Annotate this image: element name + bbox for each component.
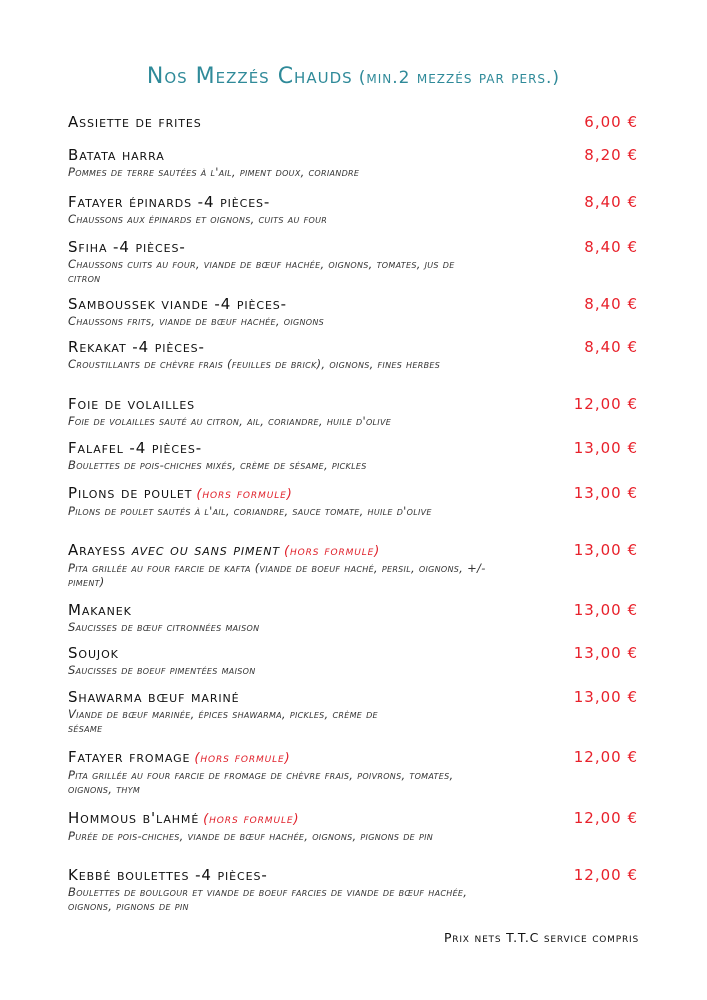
- menu-item: [68, 296, 638, 328]
- item-name: Arayess: [68, 541, 127, 559]
- item-name: Kebbé boulettes -4 pièces-: [68, 866, 268, 884]
- item-name-row: [68, 485, 638, 503]
- menu-item: [68, 485, 638, 518]
- item-price: 13,00 €: [573, 541, 638, 559]
- menu-item: [68, 867, 638, 913]
- title-main: Nos Mezzés Chauds: [146, 64, 353, 89]
- item-price: 8,40 €: [584, 238, 638, 256]
- item-price: 8,40 €: [584, 193, 638, 211]
- item-name-row: [68, 810, 638, 828]
- item-description: Pommes de terre sautées à l'ail, piment doux, coriandre: [68, 165, 360, 179]
- item-description: Chaussons aux épinards et oignons, cuits au four: [68, 212, 328, 226]
- menu-item: [68, 114, 638, 131]
- item-name: Fatayer fromage: [68, 748, 191, 766]
- item-price: 12,00 €: [573, 748, 638, 766]
- item-price: 13,00 €: [573, 644, 638, 662]
- title-subtitle: (min.2 mezzés par pers.): [358, 68, 561, 88]
- item-name: Pilons de poulet: [68, 484, 193, 502]
- item-price: 8,40 €: [584, 338, 638, 356]
- menu-item: [68, 749, 638, 796]
- item-price: 13,00 €: [573, 484, 638, 502]
- item-name: Rekakat -4 pièces-: [68, 338, 205, 356]
- item-description: Boulettes de pois-chiches mixés, crème de sésame, pickles: [68, 458, 367, 472]
- item-price: 12,00 €: [573, 866, 638, 884]
- hors-formule-tag: (hors formule): [194, 751, 291, 766]
- item-description: Saucisses de boeuf pimentées maison: [68, 663, 256, 677]
- page-title: [0, 64, 707, 89]
- menu-item: [68, 602, 638, 634]
- item-description: Foie de volailles sauté au citron, ail, coriandre, huile d'olive: [68, 414, 392, 428]
- hors-formule-tag: (hors formule): [203, 812, 300, 827]
- item-name-variant: avec ou sans piment: [131, 541, 280, 559]
- item-price: 12,00 €: [573, 395, 638, 413]
- menu-item: [68, 810, 638, 843]
- item-name: Makanek: [68, 601, 132, 619]
- item-description: Viande de bœuf marinée, épices shawarma, pickles, crème de sésame: [68, 707, 378, 735]
- item-price: 13,00 €: [573, 439, 638, 457]
- item-price: 13,00 €: [573, 688, 638, 706]
- item-description: Chaussons cuits au four, viande de bœuf hachée, oignons, tomates, jus de citron: [68, 257, 455, 285]
- item-name-row: [68, 749, 638, 767]
- item-description: Saucisses de bœuf citronnées maison: [68, 620, 260, 634]
- item-price: 6,00 €: [584, 113, 638, 131]
- item-name: Fatayer épinards -4 pièces-: [68, 193, 271, 211]
- item-name: Hommous b'lahmé: [68, 809, 200, 827]
- menu-item: [68, 194, 638, 226]
- menu-item: [68, 147, 638, 179]
- hors-formule-tag: (hors formule): [196, 487, 293, 502]
- item-price: 12,00 €: [573, 809, 638, 827]
- item-name: Batata harra: [68, 146, 165, 164]
- menu-item: [68, 645, 638, 677]
- menu-item: [68, 239, 638, 285]
- item-name: Shawarma bœuf mariné: [68, 688, 240, 706]
- item-description: Purée de pois-chiches, viande de bœuf hachée, oignons, pignons de pin: [68, 829, 434, 843]
- item-description: Pita grillée au four farcie de fromage de chèvre frais, poivrons, tomates, oignons, thym: [68, 768, 454, 796]
- menu-item: [68, 689, 638, 735]
- item-description: Pilons de poulet sautés à l'ail, coriandre, sauce tomate, huile d'olive: [68, 504, 432, 518]
- item-name: Foie de volailles: [68, 395, 196, 413]
- menu-item: [68, 440, 638, 472]
- hors-formule-tag: (hors formule): [283, 544, 381, 559]
- item-price: 13,00 €: [573, 601, 638, 619]
- item-description: Boulettes de boulgour et viande de boeuf farcies de viande de bœuf hachée, oignons, pignons de pin: [68, 885, 468, 913]
- item-name: Assiette de frites: [68, 113, 202, 131]
- item-description: Croustillants de chèvre frais (feuilles de brick), oignons, fines herbes: [68, 357, 441, 371]
- item-description: Chaussons frits, viande de bœuf hachée, oignons: [68, 314, 325, 328]
- item-name: Samboussek viande -4 pièces-: [68, 295, 287, 313]
- item-name: Sfiha -4 pièces-: [68, 238, 186, 256]
- menu-item: [68, 542, 638, 589]
- item-name-row: [68, 542, 638, 560]
- menu-item: [68, 396, 638, 428]
- price-note: Prix nets T.T.C service compris: [443, 930, 639, 945]
- item-name: Soujok: [68, 644, 119, 662]
- item-description: Pita grillée au four farcie de kafta (viande de boeuf haché, persil, oignons, +/- piment): [68, 561, 486, 589]
- item-name: Falafel -4 pièces-: [68, 439, 203, 457]
- item-price: 8,20 €: [584, 146, 638, 164]
- item-price: 8,40 €: [584, 295, 638, 313]
- menu-item: [68, 339, 638, 371]
